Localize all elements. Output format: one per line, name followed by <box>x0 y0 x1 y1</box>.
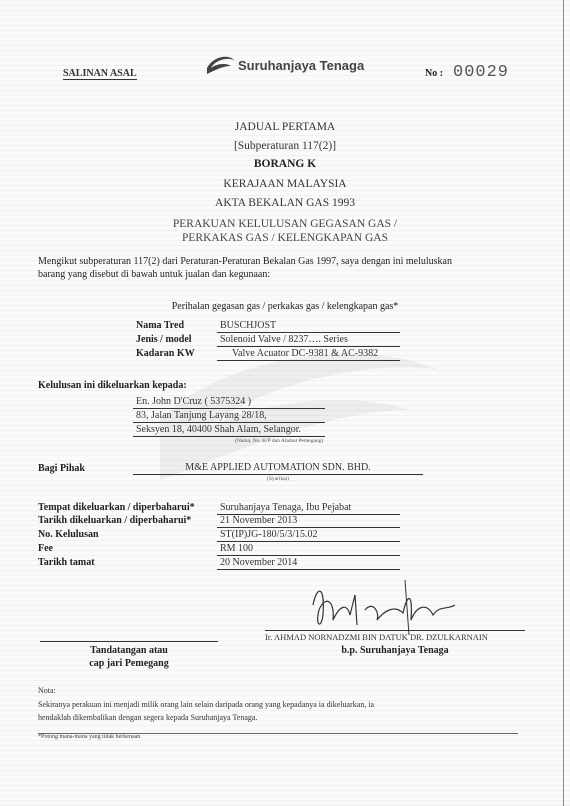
expiry-date-value: 20 November 2014 <box>220 557 298 568</box>
issue-place-label: Tempat dikeluarkan / diperbaharui* <box>38 502 195 513</box>
holder-address-line1: 83, Jalan Tanjung Layang 28/18, <box>136 410 267 421</box>
fee-underline <box>217 555 400 556</box>
holder-caption: (Nama, No. K/P dan Alamat Pemegang) <box>235 438 324 444</box>
company-caption: (Syarikat) <box>267 476 289 482</box>
holder-signature-line <box>40 641 218 642</box>
company-underline <box>133 474 423 475</box>
issue-date-value: 21 November 2013 <box>220 515 298 526</box>
holder-signature-label-2: cap jari Pemegang <box>89 658 169 669</box>
model-label: Jenis / model <box>136 334 192 345</box>
fee-label: Fee <box>38 543 53 554</box>
issued-to-label: Kelulusan ini dikeluarkan kepada: <box>38 380 187 391</box>
schedule-title: JADUAL PERTAMA <box>234 121 336 133</box>
issue-place-value: Suruhanjaya Tenaga, Ibu Pejabat <box>220 502 352 513</box>
approval-no-underline <box>217 541 400 542</box>
trade-name-label: Nama Tred <box>136 320 185 331</box>
holder-name: En. John D'Cruz ( 5375324 ) <box>136 396 252 407</box>
issue-date-label: Tarikh dikeluarkan / diperbaharui* <box>38 515 192 526</box>
trade-name-underline <box>217 332 400 333</box>
notes-label: Nota: <box>38 686 56 695</box>
form-title: BORANG K <box>253 158 317 170</box>
officer-org: b.p. Suruhanjaya Tenaga <box>341 645 449 656</box>
model-underline <box>217 346 400 347</box>
model-value: Solenoid Valve / 8237…. Series <box>220 334 348 345</box>
company-name: M&E APPLIED AUTOMATION SDN. BHD. <box>185 462 371 473</box>
rating-label: Kadaran KW <box>136 348 195 359</box>
rating-underline <box>217 360 400 361</box>
intro-line2: barang yang disebut di bawah untuk jualan dan kegunaan: <box>38 269 271 280</box>
org-logo-text: Suruhanjaya Tenaga <box>238 58 365 73</box>
holder-address-line2: Seksyen 18, 40400 Shah Alam, Selangor. <box>136 424 301 435</box>
footnote: *Potong mana-mana yang tidak berkenaan <box>38 734 141 740</box>
holder-address-line2-underline <box>133 436 325 437</box>
cert-title-line2: PERKAKAS GAS / KELENGKAPAN GAS <box>182 232 388 244</box>
act-title: AKTA BEKALAN GAS 1993 <box>215 197 355 209</box>
rating-value: Valve Acuator DC-9381 & AC-9382 <box>232 348 379 359</box>
item-description-heading: Perihalan gegasan gas / perkakas gas / kelengkapan gas* <box>171 301 399 312</box>
officer-signature-line <box>265 630 525 631</box>
holder-address-line1-underline <box>133 422 325 423</box>
on-behalf-label: Bagi Pihak <box>38 463 85 474</box>
trade-name-value: BUSCHJOST <box>220 320 277 331</box>
no-label: No : <box>425 68 444 79</box>
officer-name: Ir. AHMAD NORNADZMI BIN DATUK DR. DZULKARNAIN <box>265 632 488 642</box>
holder-signature-label-1: Tandatangan atau <box>90 645 168 656</box>
approval-no-value: ST(IP)JG-180/5/3/15.02 <box>220 529 318 540</box>
expiry-date-label: Tarikh tamat <box>38 557 95 568</box>
regulation-ref: [Subperaturan 117(2)] <box>233 140 337 152</box>
government-title: KERAJAAN MALAYSIA <box>223 178 347 190</box>
holder-name-underline <box>133 408 325 409</box>
copy-label: SALINAN ASAL <box>63 68 137 79</box>
intro-line1: Mengikut subperaturan 117(2) dari Peraturan-Peraturan Bekalan Gas 1997, saya dengan ini meluluskan <box>38 256 452 267</box>
serial-number: 00029 <box>453 63 510 82</box>
logo-swoosh-icon <box>205 54 235 76</box>
cert-title-line1: PERAKUAN KELULUSAN GEGASAN GAS / <box>172 218 398 230</box>
notes-line1: Sekiranya perakuan ini menjadi milik orang lain selain daripada orang yang kepadanya ia dikeluarkan, ia <box>38 700 375 709</box>
issue-date-underline <box>217 527 400 528</box>
fee-value: RM 100 <box>220 543 254 554</box>
approval-no-label: No. Kelulusan <box>38 529 99 540</box>
notes-line2: hendaklah dikembalikan dengan segera kepada Suruhanjaya Tenaga. <box>38 713 258 722</box>
